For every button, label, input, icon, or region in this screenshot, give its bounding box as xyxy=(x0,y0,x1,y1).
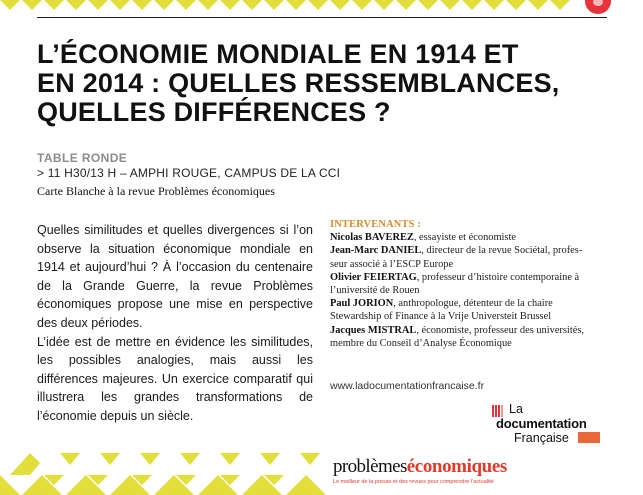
title-line-3: QUELLES DIFFÉRENCES ? xyxy=(37,97,391,127)
speaker-role: l’université de Rouen xyxy=(330,285,420,297)
pe-logo-tagline: Le meilleur de la presse et des revues pour comprendre l’actualité xyxy=(333,479,494,485)
ldf-line-2: documentation xyxy=(496,416,587,431)
speaker-role: , essayiste et économiste xyxy=(413,232,516,244)
speaker-role: membre du Conseil d’Analyse Économique xyxy=(330,337,512,349)
speaker-role: , directeur de la revue Sociétal, profes- xyxy=(421,245,583,257)
title-line-2: EN 2014 : QUELLES RESSEMBLANCES, xyxy=(37,68,560,98)
speaker-line xyxy=(330,231,615,244)
header-rule xyxy=(37,17,607,18)
speaker-name: Nicolas BAVEREZ xyxy=(330,232,414,244)
event-carte-blanche: Carte Blanche à la revue Problèmes économiques xyxy=(37,184,275,198)
speaker-name: Jacques MISTRAL xyxy=(330,324,417,336)
event-kicker: TABLE RONDE xyxy=(37,151,128,165)
problemes-economiques-logo xyxy=(333,456,507,485)
bottom-triangle-pattern xyxy=(0,453,330,495)
speaker-role: , anthropologue, détenteur de la chaire xyxy=(393,298,553,310)
speaker-line xyxy=(330,324,615,337)
speaker-line xyxy=(330,284,615,297)
speaker-role: , professeur d’histoire contemporaine à xyxy=(416,271,580,283)
event-time-location: > 11 H30/13 H – AMPHI ROUGE, CAMPUS DE LA CCI xyxy=(37,166,341,180)
pe-logo-part-1: problèmes xyxy=(333,456,407,477)
description-paragraph-1: Quelles similitudes et quelles divergences si l’on observe la situation économique mondiale en 1914 et aujourd’hui ? À l’occasion du centenaire de la Grande Guerre, la revue Problèmes économiques propose une mise en perspective des deux périodes. xyxy=(37,223,313,330)
title-line-1: L’ÉCONOMIE MONDIALE EN 1914 ET xyxy=(37,39,519,69)
speaker-line xyxy=(330,244,615,257)
speakers-label: INTERVENANTS : xyxy=(330,219,422,230)
speaker-role: , économiste, professeur des universités, xyxy=(416,324,584,336)
speaker-name: Paul JORION xyxy=(330,298,394,310)
top-pattern-band xyxy=(0,0,643,14)
website-link[interactable]: www.ladocumentationfrancaise.fr xyxy=(330,380,485,392)
ldf-line-3: Française xyxy=(514,431,569,445)
description-paragraph-2: L’idée est de mettre en évidence les similitudes, les possibles analogies, mais aussi les différences majeures. Un exercice comparatif qui illustrera les grandes transformations de l’économie depuis un siècle. xyxy=(37,334,313,423)
speakers-list xyxy=(330,218,615,350)
documentation-francaise-logo xyxy=(488,402,608,445)
speaker-role: seur associé à l’ESCP Europe xyxy=(330,258,454,270)
speaker-line xyxy=(330,337,615,350)
ldf-line-1: La xyxy=(509,402,523,416)
speaker-line xyxy=(330,271,615,284)
speaker-line xyxy=(330,310,615,323)
ldf-orange-bar xyxy=(578,432,600,443)
speaker-line xyxy=(330,297,615,310)
speaker-name: Olivier FEIERTAG xyxy=(330,271,417,283)
page-title xyxy=(37,40,617,127)
description xyxy=(37,221,313,426)
pe-logo-part-2: économiques xyxy=(406,456,507,477)
triangle-pattern xyxy=(0,0,580,14)
speaker-role: Stewardship of Finance à la Vrije Universteit Brussel xyxy=(330,311,552,323)
speaker-name: Jean-Marc DANIEL xyxy=(330,245,422,257)
speaker-line xyxy=(330,258,615,271)
corner-badge-icon xyxy=(585,0,611,14)
